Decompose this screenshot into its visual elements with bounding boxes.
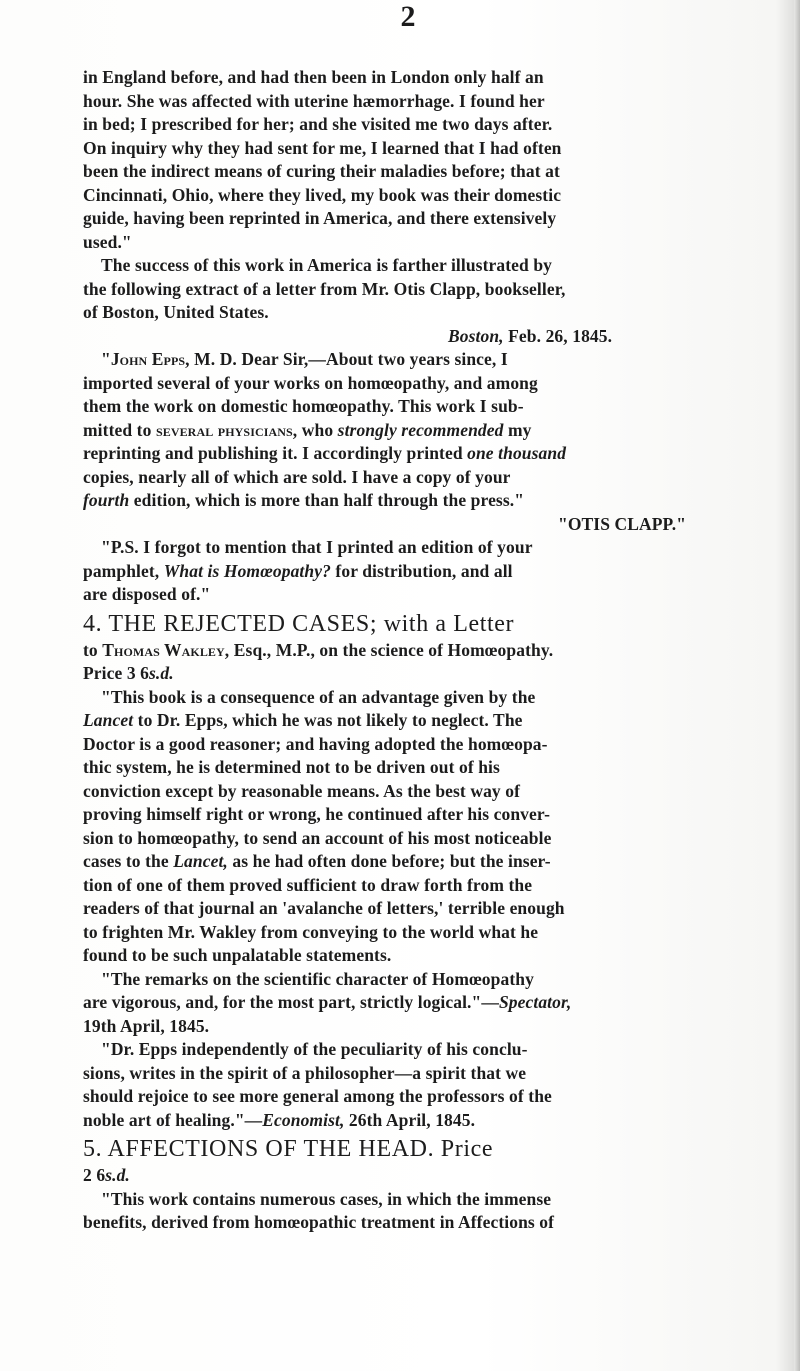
text-line bbox=[83, 639, 780, 663]
text-line bbox=[83, 442, 780, 466]
text-run: for distribution, and all bbox=[330, 560, 513, 581]
text-run: 6 bbox=[135, 663, 150, 683]
text-run: Price 3 bbox=[83, 663, 136, 683]
text-line bbox=[83, 348, 780, 372]
text-run: 6 bbox=[91, 1165, 106, 1185]
text-line: "The remarks on the scientific character of Homœopathy bbox=[101, 968, 534, 989]
text-run: Feb. 26, 1845. bbox=[503, 325, 613, 346]
text-run: What is Homœopathy? bbox=[163, 560, 331, 581]
text-run: 26th April, 1845. bbox=[344, 1109, 476, 1130]
text-line: sion to homœopathy, to send an account of his most noticeable bbox=[83, 827, 552, 848]
text-run: reprinting and publishing it. I accordingly printed bbox=[83, 443, 468, 463]
text-line: copies, nearly all of which are sold. I have a copy of your bbox=[83, 466, 511, 487]
text-run: mitted to bbox=[83, 419, 156, 440]
text-line: 19th April, 1845. bbox=[83, 1015, 210, 1036]
text-line: The success of this work in America is farther illustrated by bbox=[101, 255, 553, 275]
text-run: noble art of healing."— bbox=[83, 1109, 263, 1130]
page-number: 2 bbox=[400, 0, 416, 33]
text-line: imported several of your works on homœopathy, and among bbox=[83, 372, 538, 393]
text-run: one thousand bbox=[467, 443, 567, 463]
text-line bbox=[83, 560, 780, 584]
text-line: hour. She was affected with uterine hæmorrhage. I found her bbox=[83, 90, 545, 111]
text-line: "Dr. Epps independently of the peculiarity of his conclu- bbox=[101, 1039, 528, 1059]
text-line: conviction except by reasonable means. As the best way of bbox=[83, 780, 521, 801]
text-run: Lancet bbox=[83, 710, 134, 730]
text-run: as he had often done before; but the inser- bbox=[227, 851, 551, 871]
text-line: "This book is a consequence of an advantage given by the bbox=[101, 686, 536, 707]
text-line bbox=[83, 1134, 780, 1164]
text-line bbox=[83, 609, 780, 639]
text-line: readers of that journal an 'avalanche of letters,' terrible enough bbox=[83, 898, 565, 918]
text-run: Boston, bbox=[448, 325, 504, 346]
text-line: benefits, derived from homœopathic treatment in Affections of bbox=[83, 1212, 555, 1232]
text-run: strongly recommended bbox=[337, 419, 504, 440]
text-run: "John Epps, bbox=[101, 349, 190, 369]
text-run: with a Letter bbox=[377, 610, 515, 637]
text-line: in England before, and had then been in London only half an bbox=[83, 67, 544, 87]
text-line: proving himself right or wrong, he continued after his conver- bbox=[83, 804, 551, 824]
text-line: On inquiry why they had sent for me, I learned that I had often bbox=[83, 137, 562, 158]
text-run: 5. AFFECTIONS OF THE HEAD. bbox=[83, 1136, 435, 1162]
text-run: d. bbox=[160, 663, 174, 683]
text-line: of Boston, United States. bbox=[83, 302, 269, 322]
page-body bbox=[83, 66, 780, 1235]
text-line bbox=[83, 1164, 780, 1188]
text-run: Spectator, bbox=[498, 992, 572, 1012]
text-run: pamphlet, bbox=[83, 560, 164, 581]
text-run: M. D. Dear Sir,—About two years since, I bbox=[189, 349, 508, 369]
text-line: Cincinnati, Ohio, where they lived, my book was their domestic bbox=[83, 184, 562, 205]
text-line bbox=[83, 489, 780, 513]
text-line: "OTIS CLAPP." bbox=[558, 513, 687, 534]
text-line bbox=[83, 662, 780, 686]
text-line bbox=[83, 419, 780, 443]
text-run: Economist, bbox=[262, 1109, 345, 1130]
text-run: 2 bbox=[83, 1165, 92, 1185]
text-run: my bbox=[503, 419, 532, 440]
text-run: s. bbox=[149, 663, 161, 683]
text-run: to bbox=[83, 639, 103, 660]
text-run: to Dr. Epps, which he was not likely to neglect. The bbox=[133, 710, 523, 730]
text-line: Doctor is a good reasoner; and having adopted the homœopa- bbox=[83, 733, 548, 754]
text-line: found to be such unpalatable statements. bbox=[83, 945, 392, 965]
text-run: "P.S. I forgot to mention that I printed an edition of your bbox=[101, 537, 533, 557]
text-run: 4. THE REJECTED CASES; bbox=[83, 610, 378, 637]
text-run: Price bbox=[434, 1136, 494, 1162]
text-run: are vigorous, and, for the most part, strictly logical."— bbox=[83, 992, 499, 1012]
text-line: thic system, he is determined not to be driven out of his bbox=[83, 757, 500, 777]
text-line: in bed; I prescribed for her; and she visited me two days after. bbox=[83, 114, 553, 134]
text-line: are disposed of." bbox=[83, 584, 211, 604]
text-line: should rejoice to see more general among the professors of the bbox=[83, 1086, 552, 1106]
text-run: Thomas Wakley, bbox=[102, 639, 230, 660]
text-run: Lancet, bbox=[173, 851, 228, 871]
text-run: d. bbox=[116, 1165, 130, 1185]
text-line: sions, writes in the spirit of a philosopher—a spirit that we bbox=[83, 1062, 527, 1083]
text-run: s. bbox=[105, 1165, 117, 1185]
text-run: Esq., M.P., on the science of Homœopathy. bbox=[229, 639, 554, 660]
text-run: edition, which is more than half through the press." bbox=[129, 490, 525, 510]
text-line: been the indirect means of curing their maladies before; that at bbox=[83, 161, 560, 181]
text-line: to frighten Mr. Wakley from conveying to the world what he bbox=[83, 921, 539, 942]
text-run: several physicians, bbox=[155, 419, 298, 440]
text-run: who bbox=[297, 419, 338, 440]
text-line: guide, having been reprinted in America, and there extensively bbox=[83, 208, 557, 228]
text-line bbox=[83, 536, 780, 560]
text-line: them the work on domestic homœopathy. This work I sub- bbox=[83, 396, 524, 416]
text-line bbox=[83, 709, 780, 733]
text-line bbox=[83, 325, 780, 349]
text-line: tion of one of them proved sufficient to draw forth from the bbox=[83, 874, 533, 895]
text-line: the following extract of a letter from Mr. Otis Clapp, bookseller, bbox=[83, 278, 566, 299]
text-line: "This work contains numerous cases, in which the immense bbox=[101, 1188, 552, 1209]
text-run: fourth bbox=[83, 490, 130, 510]
text-line: used." bbox=[83, 231, 132, 252]
page-edge bbox=[794, 0, 800, 1371]
text-line bbox=[83, 850, 780, 874]
text-line bbox=[83, 1109, 780, 1133]
text-run: cases to the bbox=[83, 851, 174, 871]
text-line bbox=[83, 991, 780, 1015]
